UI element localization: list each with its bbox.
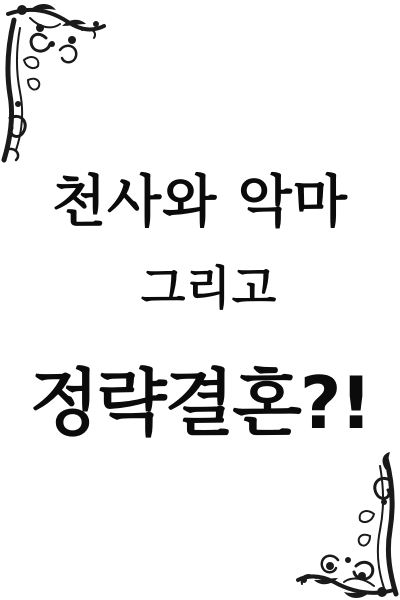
title-line-2: 그리고 (140, 261, 278, 315)
floral-corner-ornament-bottom-right (290, 450, 400, 600)
title-line-3: 정략결혼?! (29, 361, 371, 445)
title-line-1: 천사와 악마 (52, 170, 348, 235)
floral-corner-ornament-top-left (0, 0, 140, 170)
